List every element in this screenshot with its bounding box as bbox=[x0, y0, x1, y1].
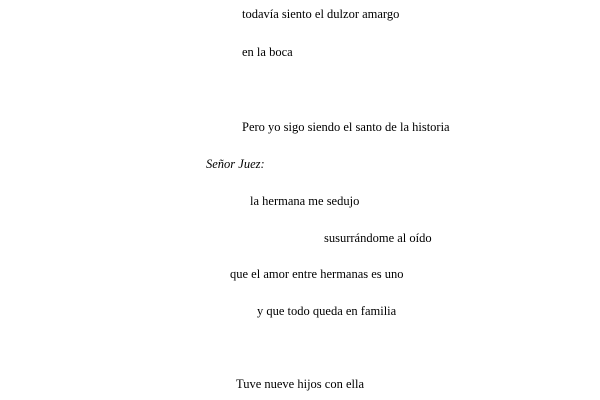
poem-line: y que todo queda en familia bbox=[257, 304, 397, 318]
poem-line: Tuve nueve hijos con ella bbox=[236, 377, 364, 391]
poem-line: susurrándome al oído bbox=[324, 231, 432, 245]
poem-line: en la boca bbox=[242, 45, 293, 59]
poem-line: Pero yo sigo siendo el santo de la historia bbox=[242, 120, 450, 134]
poem-address-line: Señor Juez: bbox=[206, 157, 265, 171]
poem-line: todavía siento el dulzor amargo bbox=[242, 7, 400, 21]
poem-line: la hermana me sedujo bbox=[250, 194, 360, 208]
poem-line: que el amor entre hermanas es uno bbox=[230, 267, 404, 281]
